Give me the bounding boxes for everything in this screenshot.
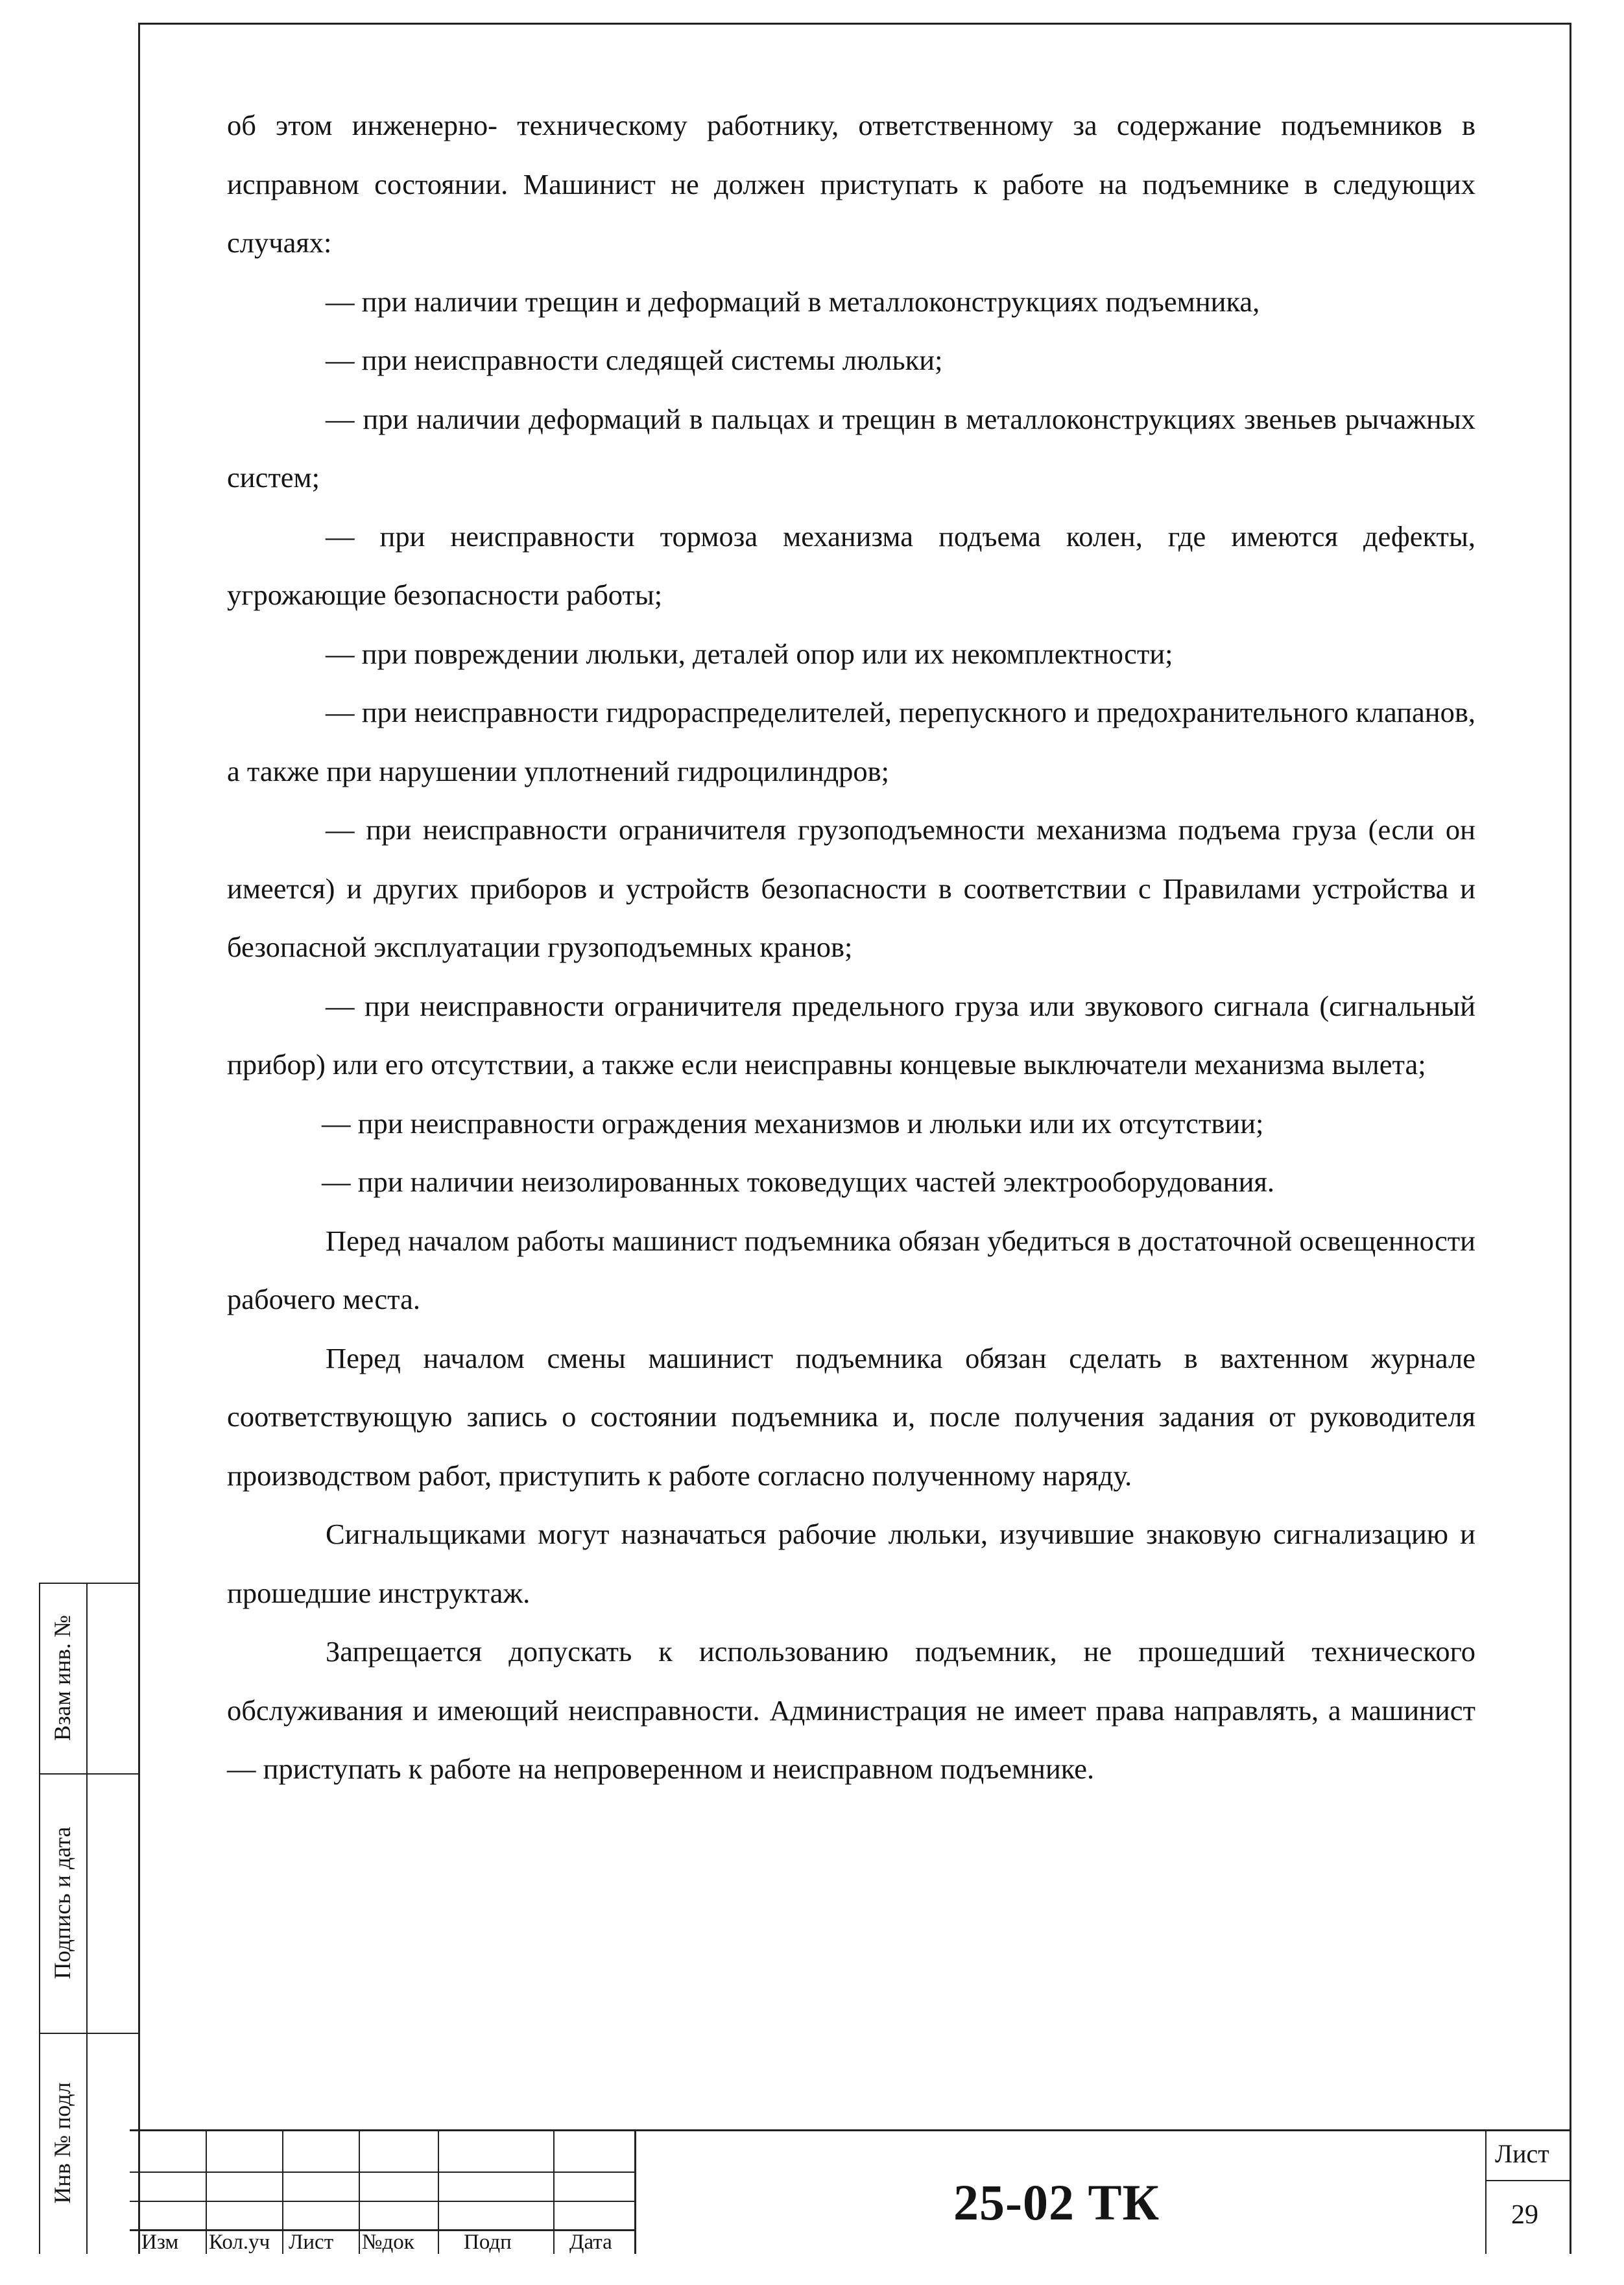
title-block bbox=[130, 2129, 1571, 2254]
signature-date-label: Подпись и дата bbox=[49, 1826, 75, 1980]
paragraph: об этом инженерно- техническому работнику, ответственному за содержание подъемников в исправном состоянии. Машинист не должен приступать к работе на подъемнике в следующих случаях: bbox=[227, 109, 1475, 259]
list-item: — при неисправности ограничителя грузоподъемности механизма подъема груза (если он имеется) и других приборов и устройств безопасности в соответствии с Правилами устройства и безопасной эксплуатации грузоподъемных кранов; bbox=[227, 813, 1475, 963]
col-docnum-label: №док bbox=[362, 2232, 414, 2254]
list-item: — при неисправности тормоза механизма подъема колен, где имеются дефекты, угрожающие безопасности работы; bbox=[227, 520, 1475, 611]
title-block-col-line bbox=[553, 2129, 555, 2254]
col-date-label: Дата bbox=[569, 2232, 612, 2254]
paragraph: Сигнальщиками могут назначаться рабочие люльки, изучившие знаковую сигнализацию и прошедшие инструктаж. bbox=[227, 1518, 1475, 1609]
title-block-col-line bbox=[359, 2129, 360, 2254]
original-inventory-label: Инв № подл bbox=[49, 2082, 75, 2204]
side-stamp-line bbox=[39, 1583, 138, 1584]
document-body bbox=[227, 96, 1475, 1799]
side-stamp bbox=[39, 1583, 138, 2254]
document-code: 25-02 ТК bbox=[953, 2174, 1160, 2231]
paragraph: Перед началом смены машинист подъемника обязан сделать в вахтенном журнале соответствующую запись о состоянии подъемника и, после получения задания от руководителя производством работ, приступить к работе согласно полученному наряду. bbox=[227, 1341, 1475, 1492]
col-count-label: Кол.уч bbox=[209, 2232, 270, 2254]
title-block-col-line bbox=[282, 2129, 283, 2254]
col-sheet-label: Лист bbox=[289, 2232, 334, 2254]
title-block-col-line bbox=[206, 2129, 207, 2254]
sheet-label: Лист bbox=[1495, 2139, 1549, 2168]
col-change-label: Изм bbox=[141, 2232, 179, 2254]
side-stamp-line bbox=[39, 1773, 138, 1775]
list-item: — при неисправности ограждения механизмов и люльки или их отсутствии; bbox=[322, 1107, 1264, 1140]
list-item: — при неисправности гидрораспределителей, перепускного и предохранительного клапанов, а также при нарушении уплотнений гидроцилиндров; bbox=[227, 696, 1475, 787]
replacement-inventory-label: Взам инв. № bbox=[49, 1615, 75, 1741]
title-block-col-line bbox=[1485, 2129, 1487, 2254]
list-item: — при наличии трещин и деформаций в металлоконструкциях подъемника, bbox=[326, 285, 1260, 318]
paragraph: Перед началом работы машинист подъемника обязан убедиться в достаточной освещенности рабочего места. bbox=[227, 1224, 1475, 1315]
list-item: — при наличии деформаций в пальцах и трещин в металлоконструкциях звеньев рычажных систем; bbox=[227, 402, 1475, 494]
side-stamp-line bbox=[39, 2033, 138, 2034]
title-block-col-line bbox=[438, 2129, 439, 2254]
title-block-top-line bbox=[130, 2129, 1571, 2131]
list-item: — при неисправности следящей системы люльки; bbox=[326, 344, 943, 376]
col-signature-label: Подп bbox=[464, 2232, 512, 2254]
side-stamp-border bbox=[39, 1583, 40, 2254]
sheet-cell-divider bbox=[1485, 2180, 1571, 2181]
title-block-col-line bbox=[634, 2129, 636, 2254]
list-item: — при наличии неизолированных токоведущих частей электрооборудования. bbox=[322, 1166, 1275, 1198]
side-stamp-divider bbox=[86, 1583, 88, 2254]
paragraph: Запрещается допускать к использованию подъемник, не прошедший технического обслуживания и имеющий неисправности. Администрация не имеет права направлять, а машинист — приступать к работе на непроверенном и неисправном подъемнике. bbox=[227, 1635, 1475, 1785]
list-item: — при повреждении люльки, деталей опор или их некомплектности; bbox=[326, 637, 1173, 670]
sheet-number: 29 bbox=[1511, 2200, 1538, 2230]
list-item: — при неисправности ограничителя предельного груза или звукового сигнала (сигнальный прибор) или его отсутствии, а также если неисправны концевые выключатели механизма вылета; bbox=[227, 989, 1475, 1081]
